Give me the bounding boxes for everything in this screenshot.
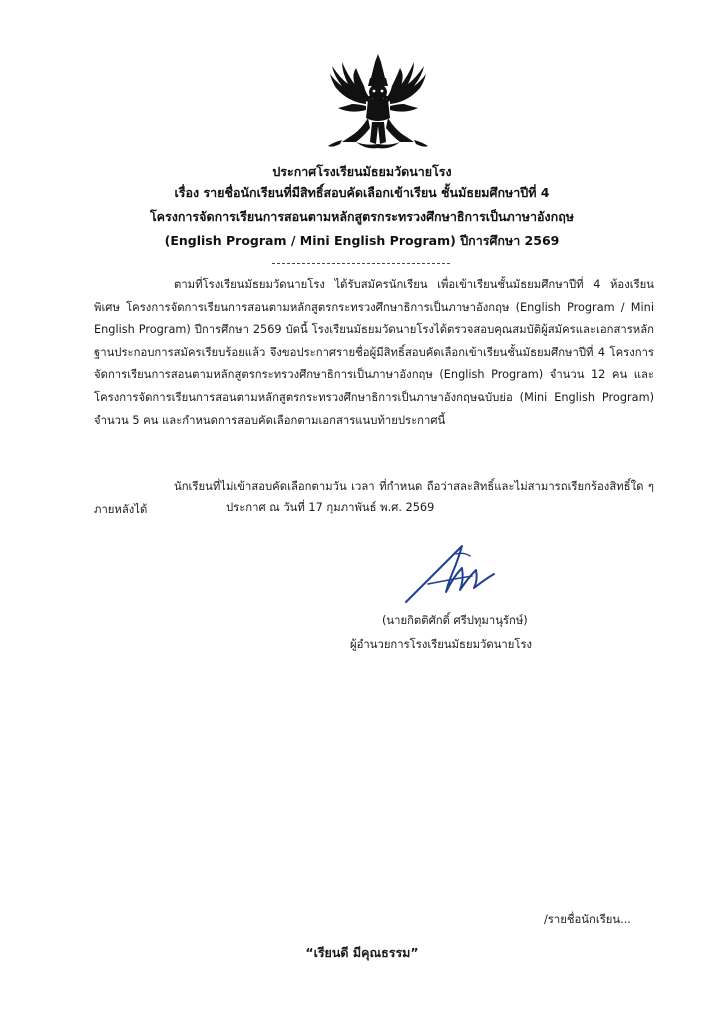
body-paragraph-1: ตามที่โรงเรียนมัธยมวัดนายโรง ได้รับสมัครนักเรียน เพื่อเข้าเรียนชั้นมัธยมศึกษาปีที่ 4 ห้องเรียนพิเศษ โครงการจัดการเรียนการสอนตามหลักสูตรกระทรวงศึกษาธิการเป็นภาษาอังกฤษ (English Program / Mini English Program) ปีการศึกษา 2569 บัดนี้ โรงเรียนมัธยมวัดนายโรงได้ตรวจสอบคุณสมบัติผู้สมัครและเอกสารหลักฐานประกอบการสมัครเรียบร้อยแล้ว จึงขอประกาศรายชื่อผู้มีสิทธิ์สอบคัดเลือกเข้าเรียนชั้นมัธยมศึกษาปีที่ 4 โครงการจัดการเรียนการสอนตามหลักสูตรกระทรวงศึกษาธิการเป็นภาษาอังกฤษ (English Program) จำนวน 12 คน และโครงการจัดการเรียนการสอนตามหลักสูตรกระทรวงศึกษาธิการเป็นภาษาอังกฤษฉบับย่อ (Mini English Program) จำนวน 5 คน และกำหนดการสอบคัดเลือกตามเอกสารแนบท้ายประกาศนี้ [94,278,654,427]
body-paragraph-2: นักเรียนที่ไม่เข้าสอบคัดเลือกตามวัน เวลา ที่กำหนด ถือว่าสละสิทธิ์และไม่สามารถเรียกร้องสิทธิ์ใด ๆ ภายหลังได้ [94,480,654,516]
announcement-heading: ประกาศโรงเรียนมัธยมวัดนายโรง [272,164,452,179]
announcement-program: โครงการจัดการเรียนการสอนตามหลักสูตรกระทรวงศึกษาธิการเป็นภาษาอังกฤษ [149,209,575,224]
signer-title: ผู้อำนวยการโรงเรียนมัธยมวัดนายโรง [350,638,533,651]
handwritten-signature [398,540,498,612]
garuda-emblem-icon [326,52,430,152]
heading-divider [272,263,450,264]
announcement-program-year: (English Program / Mini English Program) ปีการศึกษา 2569 [164,233,560,248]
announcement-date: ประกาศ ณ วันที่ 17 กุมภาพันธ์ พ.ศ. 2569 [226,501,435,514]
school-motto: “เรียนดี มีคุณธรรม” [305,945,419,960]
continue-note: /รายชื่อนักเรียน... [544,913,631,926]
signer-name: (นายกิตติศักดิ์ ศรีปทุมานุรักษ์) [382,614,528,627]
announcement-subject: เรื่อง รายชื่อนักเรียนที่มีสิทธิ์สอบคัดเลือกเข้าเรียน ชั้นมัธยมศึกษาปีที่ 4 [174,185,550,200]
